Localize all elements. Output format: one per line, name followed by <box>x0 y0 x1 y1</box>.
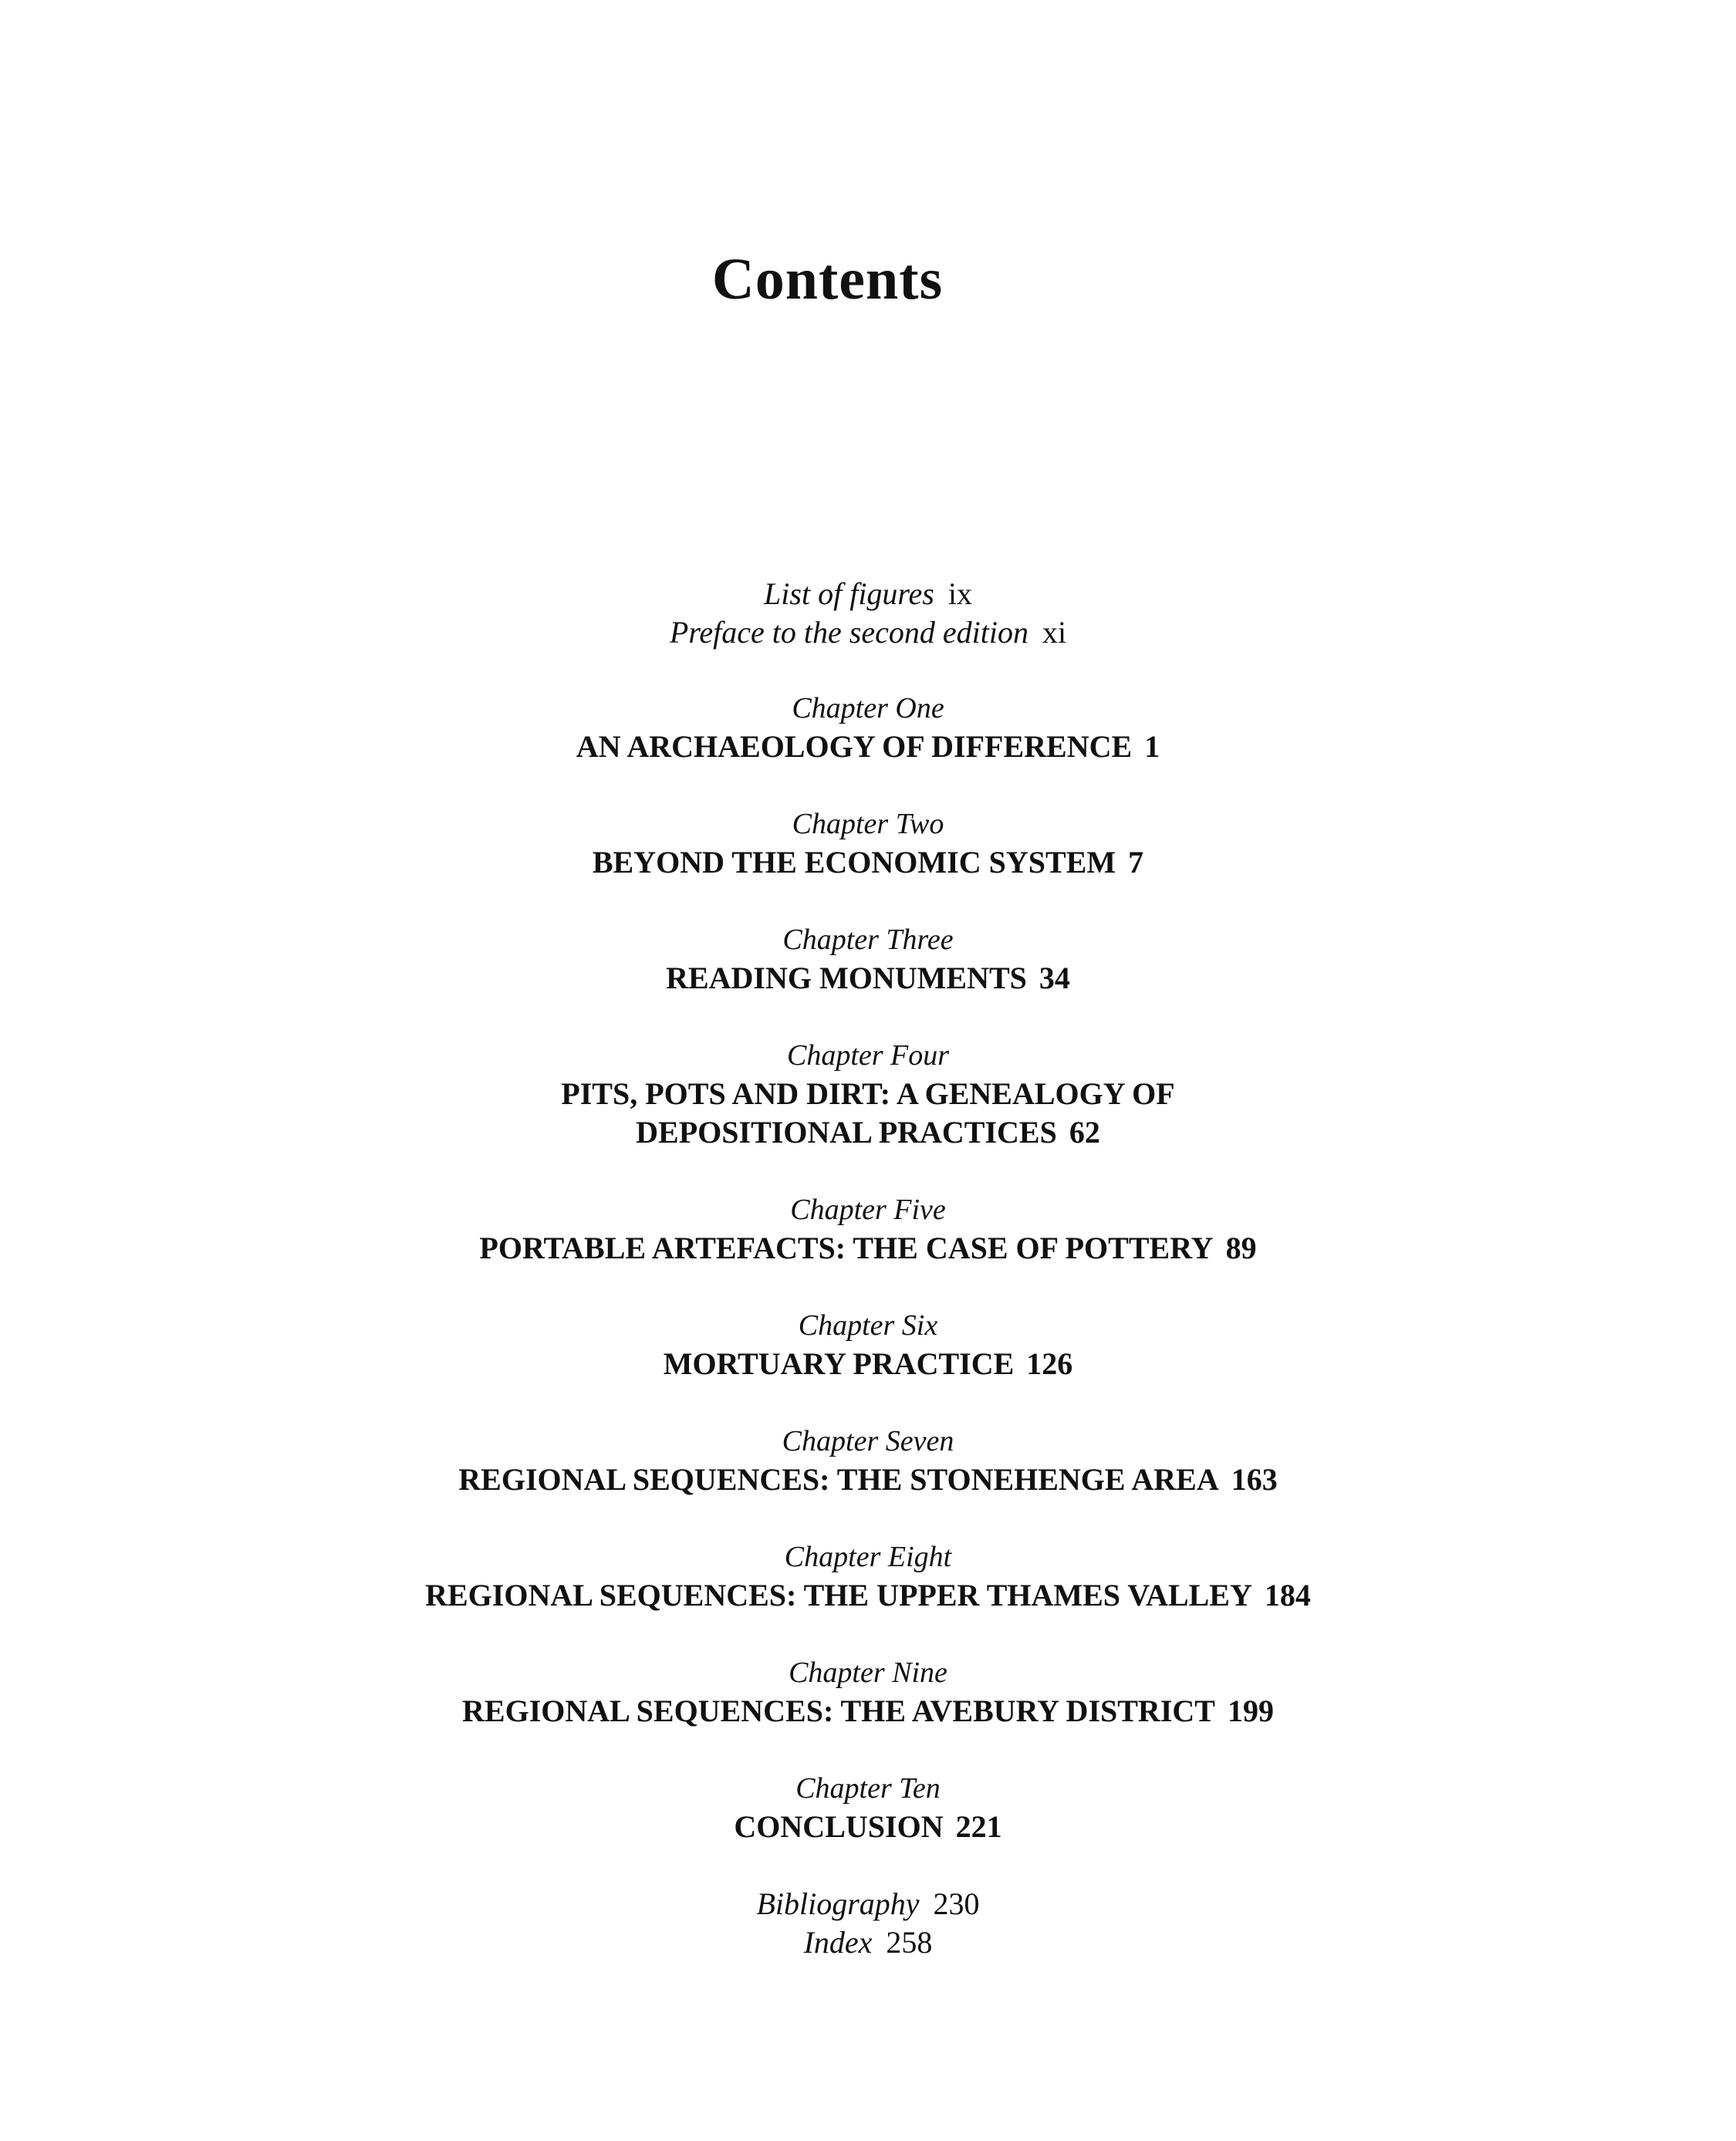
chapter-number-label: Chapter Five <box>790 1194 946 1226</box>
chapter-title-1[interactable] <box>0 728 1736 766</box>
toc-entry-list-of-figures[interactable] <box>0 575 1736 613</box>
toc-entry-index[interactable] <box>0 1923 1736 1962</box>
chapter-page: 221 <box>955 1809 1002 1844</box>
chapter-number-label: Chapter Four <box>786 1039 950 1072</box>
chapter-page: 199 <box>1227 1694 1274 1728</box>
chapter-title-text: REGIONAL SEQUENCES: THE UPPER THAMES VALLEY <box>425 1578 1252 1613</box>
toc-entry-page: 230 <box>933 1886 980 1921</box>
chapter-number-label: Chapter Six <box>798 1309 938 1342</box>
chapter-page: 163 <box>1231 1462 1278 1497</box>
toc-entry-label: Preface to the second edition <box>669 615 1028 650</box>
toc-entry-label: Index <box>803 1925 873 1960</box>
chapter-title-4-line-2[interactable] <box>0 1113 1736 1152</box>
chapter-title-text: REGIONAL SEQUENCES: THE STONEHENGE AREA <box>458 1462 1219 1497</box>
chapter-title-10[interactable] <box>0 1808 1736 1846</box>
chapter-title-text: AN ARCHAEOLOGY OF DIFFERENCE <box>576 729 1133 764</box>
chapter-page: 89 <box>1225 1231 1257 1265</box>
chapter-title-text: PITS, POTS AND DIRT: A GENEALOGY OF <box>561 1076 1175 1111</box>
chapter-number-label: Chapter One <box>792 692 944 724</box>
chapter-number-label: Chapter Nine <box>789 1656 947 1689</box>
chapter-title-4-line-1[interactable] <box>0 1075 1736 1113</box>
chapter-title-text: READING MONUMENTS <box>666 961 1027 995</box>
chapter-page: 7 <box>1128 845 1144 880</box>
toc-entry-label: Bibliography <box>756 1886 920 1921</box>
chapter-title-text: DEPOSITIONAL PRACTICES <box>636 1115 1057 1150</box>
chapter-number-label: Chapter Two <box>792 808 944 840</box>
chapter-number-label: Chapter Eight <box>784 1541 952 1573</box>
chapter-title-3[interactable] <box>0 959 1736 998</box>
chapter-number-label: Chapter Seven <box>782 1425 954 1457</box>
chapter-number-label: Chapter Ten <box>795 1772 941 1805</box>
chapter-page: 1 <box>1144 729 1160 764</box>
chapter-title-text: MORTUARY PRACTICE <box>663 1346 1015 1381</box>
chapter-title-2[interactable] <box>0 843 1736 882</box>
toc-entry-preface[interactable] <box>0 613 1736 652</box>
chapter-page: 126 <box>1026 1346 1073 1381</box>
chapter-title-text: CONCLUSION <box>734 1809 944 1844</box>
chapter-page: 62 <box>1069 1115 1100 1150</box>
chapter-title-text: BEYOND THE ECONOMIC SYSTEM <box>592 845 1116 880</box>
chapter-title-7[interactable] <box>0 1461 1736 1499</box>
chapter-page: 184 <box>1264 1578 1311 1613</box>
toc-entry-page: xi <box>1042 615 1067 650</box>
chapter-title-6[interactable] <box>0 1345 1736 1383</box>
toc-entry-page: ix <box>947 576 972 611</box>
chapter-title-8[interactable] <box>0 1576 1736 1615</box>
chapter-title-9[interactable] <box>0 1692 1736 1731</box>
chapter-page: 34 <box>1039 961 1070 995</box>
chapter-number-label: Chapter Three <box>782 924 954 956</box>
chapter-title-5[interactable] <box>0 1229 1736 1268</box>
chapter-title-text: PORTABLE ARTEFACTS: THE CASE OF POTTERY <box>479 1231 1214 1265</box>
chapter-title-text: REGIONAL SEQUENCES: THE AVEBURY DISTRICT <box>462 1694 1215 1728</box>
toc-entry-bibliography[interactable] <box>0 1885 1736 1923</box>
toc-entry-page: 258 <box>886 1925 933 1960</box>
toc-entry-label: List of figures <box>764 576 934 611</box>
page-title: Contents <box>711 247 944 312</box>
